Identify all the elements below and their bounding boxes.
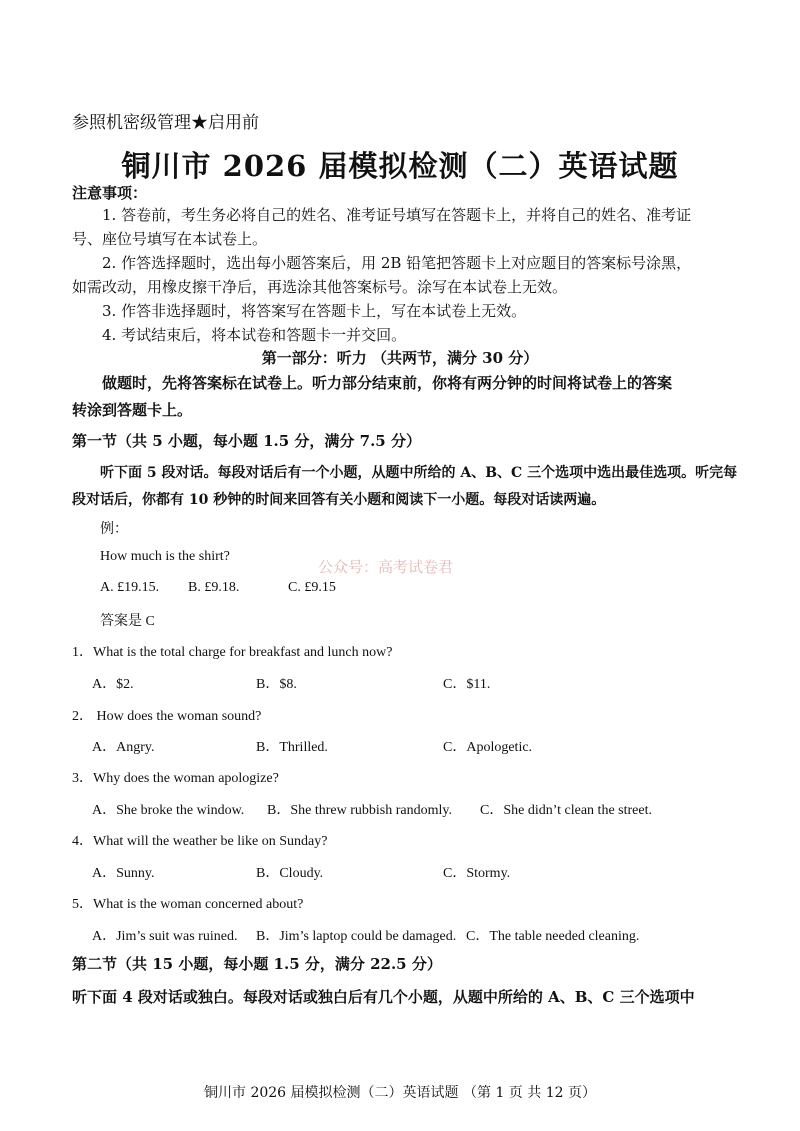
notice-line: 2. 作答选择题时，选出每小题答案后，用 2B 铅笔把答题卡上对应题目的答案标号涂黑，: [102, 254, 692, 272]
part1-heading: 第一部分：听力 （共两节，满分 30 分）: [261, 349, 539, 367]
watermark: 公众号：高考试卷君: [318, 558, 454, 576]
question-text: 3．Why does the woman apologize?: [72, 771, 279, 786]
notice-line: 如需改动，用橡皮擦干净后，再选涂其他答案标号。涂写在本试卷上无效。: [72, 278, 568, 296]
answer-option: A．Jim’s suit was ruined.: [92, 929, 238, 944]
example-answer: 答案是 C: [100, 614, 155, 629]
part1-intro: 做题时，先将答案标在试卷上。听力部分结束前，你将有两分钟的时间将试卷上的答案: [102, 374, 673, 392]
question-text: 1．What is the total charge for breakfast and lunch now?: [72, 645, 393, 660]
classification-label: 参照机密级管理★启用前: [72, 113, 259, 133]
question-text: 5．What is the woman concerned about?: [72, 897, 304, 912]
answer-option: A．She broke the window.: [92, 803, 245, 818]
part1-intro: 转涂到答题卡上。: [72, 401, 193, 419]
example-option: A. £19.15.: [100, 580, 160, 595]
example-option: C. £9.15: [288, 580, 336, 595]
section2-instruction: 听下面 4 段对话或独白。每段对话或独白后有几个小题，从题中所给的 A、B、C 三个选项中: [72, 988, 695, 1006]
question-text: 2． How does the woman sound?: [72, 709, 262, 724]
answer-option: C．Apologetic.: [443, 740, 533, 755]
exam-title: 铜川市 2026 届模拟检测（二）英语试题: [121, 149, 679, 183]
answer-option: A．Sunny.: [92, 866, 155, 881]
answer-option: C．She didn’t clean the street.: [480, 803, 652, 818]
question-text: 4．What will the weather be like on Sunday?: [72, 834, 328, 849]
notice-heading: 注意事项：: [72, 184, 148, 202]
answer-option: B．She threw rubbish randomly.: [267, 803, 452, 818]
answer-option: A．$2.: [92, 677, 134, 692]
notice-line: 4. 考试结束后，将本试卷和答题卡一并交回。: [102, 326, 407, 344]
example-option: B. £9.18.: [188, 580, 240, 595]
example-question: How much is the shirt?: [100, 549, 230, 564]
answer-option: B．Jim’s laptop could be damaged.: [256, 929, 457, 944]
section1-heading: 第一节（共 5 小题，每小题 1.5 分，满分 7.5 分）: [72, 432, 421, 450]
page-footer: 铜川市 2026 届模拟检测（二）英语试题 （第 1 页 共 12 页）: [204, 1085, 596, 1101]
answer-option: C．The table needed cleaning.: [466, 929, 640, 944]
answer-option: C．Stormy.: [443, 866, 511, 881]
notice-line: 3. 作答非选择题时，将答案写在答题卡上，写在本试卷上无效。: [102, 302, 527, 320]
answer-option: B．$8.: [256, 677, 297, 692]
answer-option: A．Angry.: [92, 740, 155, 755]
section1-instruction: 段对话后，你都有 10 秒钟的时间来回答有关小题和阅读下一小题。每段对话读两遍。: [72, 492, 606, 508]
notice-line: 号、座位号填写在本试卷上。: [72, 230, 268, 248]
answer-option: B．Cloudy.: [256, 866, 324, 881]
answer-option: B．Thrilled.: [256, 740, 328, 755]
section1-instruction: 听下面 5 段对话。每段对话后有一个小题，从题中所给的 A、B、C 三个选项中选出最佳选项。听完每: [100, 465, 738, 481]
answer-option: C．$11.: [443, 677, 491, 692]
section2-heading: 第二节（共 15 小题，每小题 1.5 分，满分 22.5 分）: [72, 955, 442, 973]
example-label: 例：: [100, 522, 128, 537]
notice-line: 1. 答卷前，考生务必将自己的姓名、准考证号填写在答题卡上，并将自己的姓名、准考证: [102, 206, 692, 224]
